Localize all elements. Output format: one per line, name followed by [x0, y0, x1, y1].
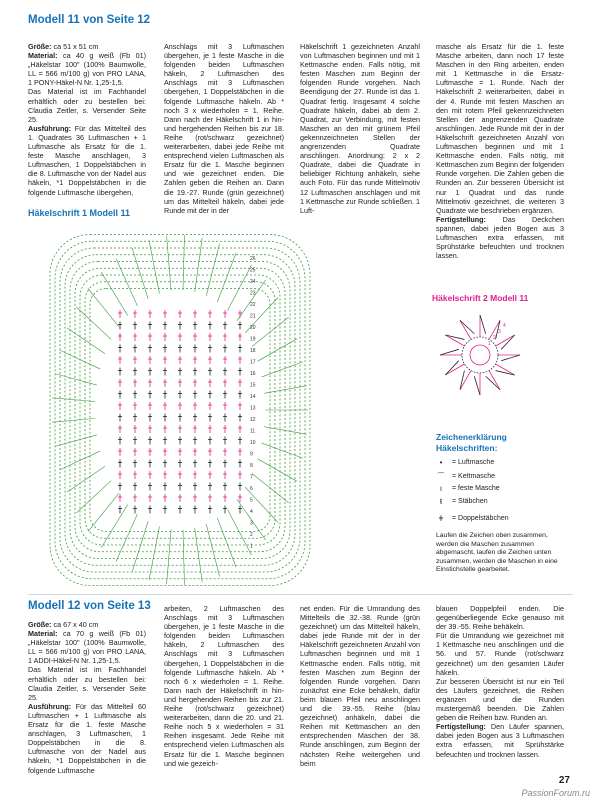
watermark: PassionForum.ru: [521, 788, 590, 798]
m11-supplier: Das Material ist im Fachhandel erhältlich oder zu bestellen bei: Claudia Zeitler, s. Versender Seite 25.: [28, 87, 146, 124]
legend-item: ǂ = Doppelstäbchen: [436, 514, 509, 523]
row-label: 6: [250, 486, 253, 492]
spoke: [67, 466, 105, 492]
spoke: [445, 361, 458, 375]
row-label: 7: [250, 474, 253, 481]
spoke: [167, 236, 171, 291]
stitch-icon: ŧ: [439, 497, 443, 506]
divider: [28, 594, 573, 595]
spoke: [489, 371, 500, 390]
row-label: 25: [250, 267, 256, 274]
legend-subtitle: Häkelschriften:: [436, 443, 498, 453]
spoke: [445, 335, 464, 339]
spoke: [445, 335, 464, 346]
spoke: [460, 371, 471, 390]
chart1-title: Häkelschrift 1 Modell 11: [28, 208, 131, 218]
m12-column-3: net enden. Für die Umrandung des Mittelteils die 32.-38. Runde (grün gezeichnet) um das Mittelteil häkeln, dabei jede Runde mit der in der Häkelschrift gezeichneten Anzahl von Luftmaschen beginnen und mit 1 Kettmasche enden. Falls nötig, mit festen Maschen zum Beginn der folgenden Runde vorgehen. Dann zunächst eine Ecke behäkeln, dafür beim blauen Pfeil neu anschlingen und die 39.-55. Reihe (blau gezeichnet) anhäkeln, dabei die Reihen mit Kettmaschen an den entsprechenden Maschen der 38. Runde anschlingen, zum Beginn der nächsten Reihe weitergehen und beim: [300, 604, 420, 768]
spoke: [501, 335, 514, 349]
spoke: [460, 320, 474, 333]
row-label: 3: [250, 520, 253, 527]
m11-column-2: Anschlags mit 3 Luftmaschen übergehen, je 1 feste Masche in die folgenden beiden Luftmaschen häkeln, 2 Luftmaschen des Anschlags mit 3 Luftmaschen übergehen, 1 Doppelstäbchen in die folgende Luftmasche häkeln. Ab * noch 3 x wiederholen = 1. Reihe. Dann nach der Häkelschrift 1 in hin- und hergehenden Reihen bis zur 18. Reihe (rot/schwarz gezeichnet) weiterarbeiten, dabei jede Reihe mit entsprechend vielen Luftmaschen als Ersatz für die 1. Masche beginnen und wie gezeichnet enden. Die Zahlen geben die Reihen an. Dann die 19.-27. Runde (grün gezeichnet) um das Mittelteil häkeln, dabei jede Runde mit der in der: [164, 42, 284, 215]
double-stitch-icon: ǂ: [438, 514, 444, 523]
row-label: 21: [250, 313, 256, 320]
spoke: [217, 518, 236, 567]
spoke: [486, 376, 500, 389]
row-label: 14: [250, 394, 256, 400]
row-label: 20: [250, 325, 256, 331]
ring: [470, 345, 490, 365]
legend-item: ŧ = Stäbchen: [436, 497, 488, 506]
ring: [462, 337, 498, 373]
page-number: 27: [558, 775, 570, 786]
spoke: [76, 481, 111, 513]
spoke: [206, 244, 219, 296]
m11-material: Material: ca 40 g weiß (Fb 01) „Häkelstar 100" (100% Baumwolle, LL = 566 m/100 g) von PRO LANA, 1 PONY-Häkel-N Nr. 1,25-1,5.: [28, 51, 146, 88]
m12-column-2: arbeiten, 2 Luftmaschen des Anschlags mit 3 Luftmaschen übergehen, je 1 feste Masche in die folgenden beiden Luftmaschen häkeln, 2 Luftmaschen des Anschlags mit 3 Luftmaschen übergehen, 1 Doppelstäbchen in die folgende Luftmasche häkeln. Ab * noch 6 x wiederholen = 1. Reihe. Dann nach der Häkelschrift in hin- und hergehenden Reihen bis zur 21. Reihe (rot/schwarz gezeichnet) weiterarbeiten, dann die 20. und 21. Reihe noch 5 x wiederholen = 31 Reihen insgesamt. Jede Reihe mit entsprechend vielen Luftmaschen als Ersatz für die 1. Masche beginnen und wie gezeich-: [164, 604, 284, 768]
row-label: 8: [250, 463, 253, 469]
spoke: [101, 505, 127, 548]
legend-item: ı = feste Masche: [436, 484, 500, 493]
m12-column-1: [28, 620, 146, 775]
row-label: 12: [250, 417, 256, 423]
row-label: 10: [250, 440, 256, 446]
crochet-chart-1: [40, 220, 320, 600]
spoke: [252, 317, 288, 346]
row-label: 18: [250, 348, 256, 354]
spoke: [88, 493, 119, 531]
spoke: [440, 349, 459, 355]
arc-icon: ⌒: [437, 472, 445, 481]
spoke: [55, 435, 97, 446]
legend-title: Zeichenerklärung: [436, 432, 507, 442]
row-label: 2: [250, 532, 253, 538]
row-label: 19: [250, 336, 256, 343]
m12-supplier: Das Material ist im Fachhandel erhältlich oder zu bestellen bei: Claudia Zeitler, s. Versender Seite 25.: [28, 665, 146, 702]
spoke: [88, 288, 119, 326]
m11-size: Größe: ca 51 x 51 cm: [28, 42, 99, 51]
row-label: 11: [250, 428, 256, 435]
row-label: 9: [250, 451, 253, 458]
spoke: [116, 258, 138, 306]
row-label: 13: [250, 405, 256, 412]
spoke: [52, 418, 95, 422]
spoke: [132, 248, 148, 299]
spoke: [228, 509, 252, 555]
m12-execution: Ausführung: Für das Mittelteil 60 Luftmaschen + 1 Luftmasche als Ersatz für die 1. feste Masche anschlagen, 3 Luftmaschen, 1 Doppelstäbchen in die 8. Luftmasche von der Nadel aus häkeln, *1 Doppelstäbchen in die folgende Luftmasche: [28, 701, 146, 775]
row-label: 24: [250, 279, 256, 285]
crochet-chart-2: [430, 305, 530, 405]
spoke: [206, 524, 219, 576]
m11-column-1: [28, 42, 146, 197]
m12-material: Material: ca 70 g weiß (Fb 01) „Häkelstar 100" (100% Baumwolle, LL = 566 m/100 g) von PRO LANA, 1 ADDI-Häkel-N Nr. 1,25-1,5.: [28, 629, 146, 666]
spoke: [496, 364, 515, 375]
spoke: [116, 514, 138, 562]
row-label: 17: [250, 359, 256, 366]
spoke: [149, 526, 159, 579]
spoke: [460, 371, 464, 390]
spoke: [496, 335, 515, 346]
spoke: [474, 376, 480, 395]
m12-size: Größe: ca 67 x 40 cm: [28, 620, 99, 629]
round-label: 3: [498, 329, 501, 335]
m11-column-3: Häkelschrift 1 gezeichneten Anzahl von Luftmaschen beginnen und mit 1 Kettmasche enden. Falls nötig, mit festen Maschen zum Beginn der folgenden Runde vorgehen. Nach Beendigung der 27. Runde ist das 1. Quadrat fertig. Insgesamt 4 solche Quadrate häkeln, dabei ab dem 2. Quadrat, zur Verbindung, mit festen Maschen an den mit grünem Pfeil gekennzeichneten Stellen der angrenzenden Quadrate anschlingen. Anordnung: 2 x 2 Quadrate, dabei die Quadrate in beliebiger Richtung anhäkeln, siehe auch Foto. Für das runde Mittelmotiv 12 Luftmaschen anschlagen und mit 1 Kettmasche zur Runde schließen. 1 Luft-: [300, 42, 420, 215]
spoke: [67, 328, 105, 354]
row-label: 4: [250, 509, 253, 515]
spoke: [228, 265, 252, 311]
spoke: [496, 371, 515, 375]
m11-execution: Ausführung: Für das Mittelteil des 1. Quadrates 36 Luftmaschen + 1 Luftmasche als Ersatz für die 1. feste Masche anschlagen, 3 Luftmaschen, 1 Doppelstäbchen in die 8. Luftmasche von der Nadel aus häkeln, *1 Doppelstäbchen in die folgende Luftmasche übergehen,: [28, 123, 146, 197]
spoke: [258, 459, 297, 481]
spoke: [217, 253, 236, 302]
round-label: 1: [488, 341, 491, 347]
spoke: [195, 528, 202, 582]
m12-title: Modell 12 von Seite 13: [28, 600, 151, 612]
row-label: 15: [250, 382, 256, 389]
spoke: [195, 238, 202, 292]
spoke: [258, 339, 297, 361]
spoke: [167, 529, 171, 584]
m11-column-4: masche als Ersatz für die 1. feste Masche arbeiten, dann noch 17 feste Maschen in den Ring arbeiten, enden mit 1 Kettmasche in die Ersatz-Luftmasche = 1. Runde. Nach der Häkelschrift 2 weiterarbeiten, dabei in der 4. Runde mit festen Maschen an den mit rotem Pfeil gekennzeichneten Stellen der angrenzenden Quadrate anschlingen. Jede Runde mit der in der Häkelschrift gezeichneten Anzahl von Luftmaschen beginnen und mit 1 Kettmasche enden. Falls nötig, mit Kettmaschen zum Beginn der folgenden Runde vorgehen. Die Zahlen geben die Runden an. Zur besseren Übersicht ist nur 1 Quadrat und das runde Mittelmotiv gezeichnet, die weiteren 3 Quadrate wie beschrieben ergänzen. Fertigstellung: Das Deckchen spannen, dabei jeden Bogen aus 3 Luftmaschen extra erfassen, mit Sprühstärke befeuchten und trocknen lassen.: [436, 42, 564, 261]
spoke: [445, 364, 464, 375]
row-label: 16: [250, 371, 256, 377]
chart2-title: Häkelschrift 2 Modell 11: [432, 293, 529, 303]
spoke: [262, 443, 303, 458]
legend-item: ⌒ = Kettmasche: [437, 472, 495, 481]
legend-item: • = Luftmasche: [436, 458, 494, 467]
round-label: 2: [493, 335, 496, 341]
row-label: 23: [250, 290, 256, 297]
spoke: [245, 487, 278, 522]
spoke: [52, 398, 95, 402]
dot-icon: •: [439, 458, 443, 467]
spoke: [252, 474, 288, 503]
spoke: [132, 521, 148, 572]
m11-title: Modell 11 von Seite 12: [28, 14, 151, 26]
round-label: 4: [503, 323, 506, 329]
spoke: [101, 272, 127, 315]
bar-icon: ı: [439, 484, 443, 493]
spoke: [460, 320, 471, 339]
spoke: [55, 374, 97, 385]
legend-note: Laufen die Zeichen oben zusammen, werden die Maschen zusammen abgemascht, laufen die Zeichen unten zusammen, werden die Maschen in eine Einstichstelle gearbeitet.: [436, 532, 558, 574]
m12-column-4: blauen Doppelpfeil enden. Die gegenüberliegende Ecke genauso mit der 39.-55. Reihe behäkeln. Für die Umrandung wie gezeichnet mit 1 Kettmasche neu anschlingen und die 56. und 57. Runde (rot/schwarz gezeichnet) um den gesamten Läufer häkeln. Zur besseren Übersicht ist nur ein Teil des Läufers gezeichnet, die Reihen ergänzen und die Runden mustergemäß beenden. Die Zahlen geben die Reihen bzw. Runden an. Fertigstellung: Den Läufer spannen, dabei jeden Bogen aus 3 Luftmaschen extra erfassen, mit Sprühstärke befeuchten und trocknen lassen.: [436, 604, 564, 759]
row-label: 26: [250, 256, 256, 262]
row-label: 5: [250, 497, 253, 504]
row-label: 1: [250, 543, 253, 550]
spoke: [76, 307, 111, 339]
spoke: [262, 362, 303, 377]
spoke: [501, 355, 520, 361]
spoke: [480, 315, 486, 334]
row-label: 22: [250, 302, 256, 308]
